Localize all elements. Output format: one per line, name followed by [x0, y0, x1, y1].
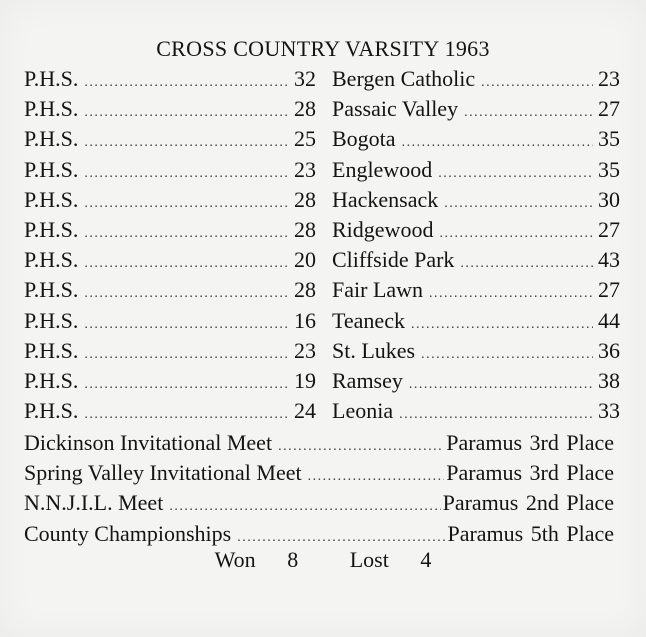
team-score-cell — [24, 306, 316, 340]
opponent-score-cell — [332, 124, 620, 158]
dot-leader — [84, 400, 289, 430]
meet-results-list — [24, 64, 624, 426]
team-name: P.H.S. — [24, 216, 79, 242]
event-name: N.N.J.I.L. Meet — [24, 490, 164, 516]
meet-row — [24, 215, 624, 245]
team-score-cell — [24, 215, 316, 249]
opponent-name: Ridgewood — [332, 216, 434, 242]
team-score-cell — [24, 336, 316, 370]
opponent-score: 27 — [598, 277, 620, 303]
team-score: 24 — [294, 398, 316, 424]
team-score-cell — [24, 124, 316, 158]
dot-leader — [278, 432, 444, 458]
dot-leader — [399, 400, 593, 430]
meet-row — [24, 94, 624, 124]
team-score-cell — [24, 245, 316, 279]
team-name: P.H.S. — [24, 186, 79, 212]
lost-record — [340, 547, 442, 573]
opponent-score-cell — [332, 155, 620, 189]
event-result: Paramus 3rd Place — [446, 430, 614, 455]
won-label: Won — [214, 547, 256, 572]
opponent-score-cell — [332, 64, 620, 98]
opponent-score: 23 — [598, 66, 620, 91]
championship-row — [24, 519, 614, 549]
team-score: 28 — [294, 96, 316, 122]
lost-label: Lost — [349, 547, 389, 572]
opponent-score-cell — [332, 215, 620, 249]
event-result: Paramus 2nd Place — [442, 490, 614, 516]
opponent-score-cell — [332, 366, 620, 400]
team-name: P.H.S. — [24, 277, 79, 303]
opponent-name: Bergen Catholic — [332, 66, 476, 91]
opponent-score: 33 — [598, 398, 620, 424]
meet-row — [24, 336, 624, 366]
team-name: P.H.S. — [24, 156, 79, 182]
team-name: P.H.S. — [24, 126, 79, 152]
opponent-name: Teaneck — [332, 307, 405, 333]
team-score: 28 — [294, 277, 316, 303]
dot-leader — [237, 523, 445, 549]
dot-leader — [308, 462, 445, 488]
event-result: Paramus 5th Place — [447, 520, 614, 546]
won-record — [205, 547, 309, 573]
team-score-cell — [24, 396, 316, 430]
opponent-score: 30 — [598, 186, 620, 212]
event-name: County Championships — [24, 520, 232, 546]
opponent-score: 44 — [598, 307, 620, 333]
championship-row — [24, 488, 614, 518]
team-score: 28 — [294, 186, 316, 212]
meet-row — [24, 366, 624, 396]
opponent-name: Hackensack — [332, 186, 439, 212]
opponent-name: Ramsey — [332, 367, 403, 393]
page-title: CROSS COUNTRY VARSITY 1963 — [156, 36, 490, 61]
team-score-cell — [24, 94, 316, 128]
team-name: P.H.S. — [24, 367, 79, 393]
event-name: Spring Valley Invitational Meet — [24, 460, 302, 486]
opponent-name: Passaic Valley — [332, 96, 459, 122]
opponent-score-cell — [332, 185, 620, 219]
opponent-score: 27 — [598, 216, 620, 242]
opponent-score: 38 — [598, 367, 620, 393]
opponent-score: 27 — [598, 96, 620, 122]
meet-row — [24, 275, 624, 305]
opponent-score-cell — [332, 396, 620, 430]
team-name: P.H.S. — [24, 96, 79, 122]
opponent-score-cell — [332, 275, 620, 309]
team-name: P.H.S. — [24, 398, 79, 424]
opponent-score-cell — [332, 245, 620, 279]
meet-row — [24, 64, 624, 94]
team-score: 25 — [294, 126, 316, 152]
season-record — [0, 547, 646, 573]
opponent-score: 35 — [598, 156, 620, 182]
opponent-score: 35 — [598, 126, 620, 152]
meet-row — [24, 245, 624, 275]
lost-count: 4 — [420, 547, 432, 572]
opponent-name: Fair Lawn — [332, 277, 424, 303]
opponent-score-cell — [332, 306, 620, 340]
event-name: Dickinson Invitational Meet — [24, 430, 273, 455]
opponent-name: St. Lukes — [332, 337, 416, 363]
opponent-name: Bogota — [332, 126, 396, 152]
team-score: 20 — [294, 247, 316, 273]
meet-row — [24, 185, 624, 215]
opponent-score: 43 — [598, 247, 620, 273]
team-score-cell — [24, 366, 316, 400]
meet-row — [24, 124, 624, 154]
team-score-cell — [24, 275, 316, 309]
team-score-cell — [24, 155, 316, 189]
team-score-cell — [24, 64, 316, 98]
team-score: 23 — [294, 156, 316, 182]
opponent-score-cell — [332, 336, 620, 370]
team-score: 23 — [294, 337, 316, 363]
team-score: 32 — [294, 66, 316, 91]
team-name: P.H.S. — [24, 337, 79, 363]
championship-row — [24, 428, 614, 458]
dot-leader — [169, 492, 440, 518]
team-name: P.H.S. — [24, 66, 79, 91]
meet-row — [24, 396, 624, 426]
team-score: 19 — [294, 367, 316, 393]
championship-row — [24, 458, 614, 488]
team-name: P.H.S. — [24, 247, 79, 273]
team-name: P.H.S. — [24, 307, 79, 333]
opponent-score-cell — [332, 94, 620, 128]
opponent-score: 36 — [598, 337, 620, 363]
event-result: Paramus 3rd Place — [446, 460, 614, 486]
meet-row — [24, 155, 624, 185]
championship-results-list — [24, 428, 614, 549]
team-score: 28 — [294, 216, 316, 242]
team-score-cell — [24, 185, 316, 219]
opponent-name: Leonia — [332, 398, 394, 424]
meet-row — [24, 306, 624, 336]
opponent-name: Englewood — [332, 156, 433, 182]
team-score: 16 — [294, 307, 316, 333]
won-count: 8 — [287, 547, 299, 572]
opponent-name: Cliffside Park — [332, 247, 455, 273]
